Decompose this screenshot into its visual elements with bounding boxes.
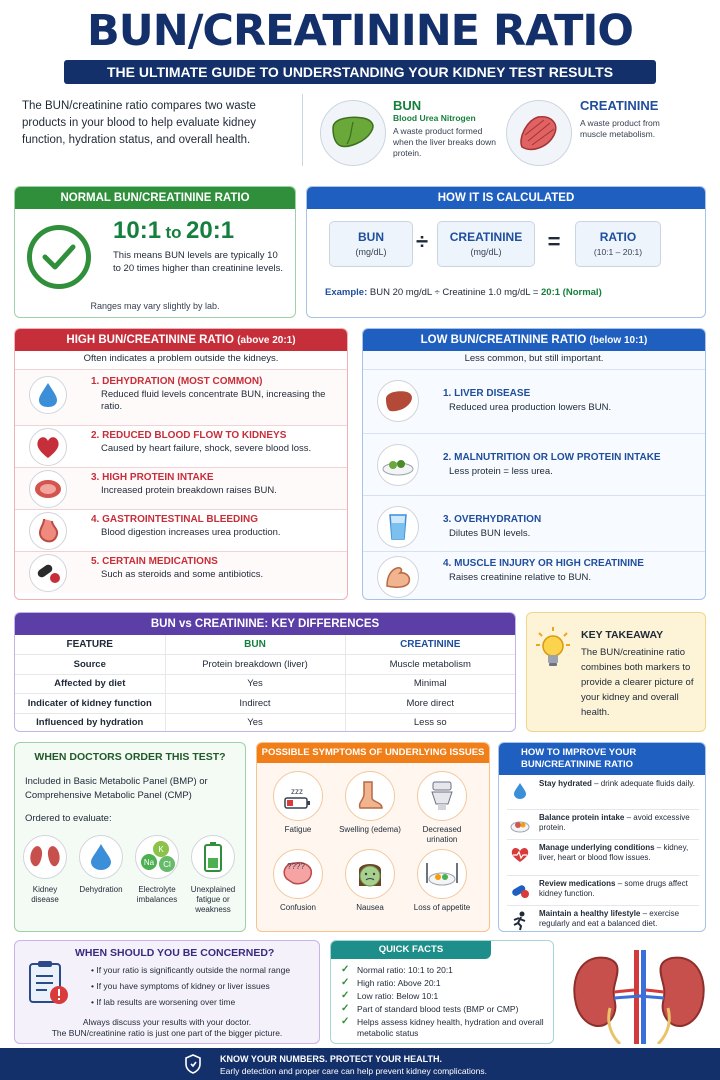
high-ratio-item-desc: Such as steroids and some antibiotics. [101,569,264,580]
muscle-icon [506,100,572,166]
column-feature: FEATURE [15,635,165,655]
improve-item-title: Maintain a healthy lifestyle [539,909,641,918]
high-ratio-item-title: 3. HIGH PROTEIN INTAKE [91,472,214,483]
row-bun: Indirect [165,694,345,714]
normal-range-low: 10:1 [113,217,162,244]
improve-divider [507,839,699,840]
high-ratio-heading-note: (above 20:1) [237,335,296,346]
facts-card [330,940,554,1044]
low-ratio-item-desc: Dilutes BUN levels. [449,528,531,539]
row-creatinine: More direct [345,694,515,714]
water-drop-icon [29,376,67,414]
check-icon: ✓ [341,1003,350,1014]
equals-sign: = [547,229,561,254]
improve-card [498,742,706,932]
ratio-formula-label: RATIO [599,230,637,244]
low-ratio-item-desc: Raises creatinine relative to BUN. [449,572,592,583]
differences-row [15,713,515,732]
kidney-icon [23,835,67,879]
concern-card [14,940,320,1044]
differences-heading: BUN vs CREATININE: KEY DIFFERENCES [15,613,515,635]
low-ratio-card [362,328,706,600]
improve-item-desc: – exercise regularly and eat a balanced diet. [539,909,680,928]
improve-item-title: Review medications [539,879,616,888]
concern-item: • If lab results are worsening over time [91,997,236,1007]
improve-item [539,779,699,789]
electrolyte-k-label: K [158,845,164,854]
low-ratio-item [363,433,705,495]
improve-item-desc: – avoid excessive protein. [539,813,690,832]
doctors-card [14,742,246,932]
battery-icon [191,835,235,879]
plate-meal-icon [417,849,467,899]
normal-range-to: to [165,223,182,242]
water-glass-icon [377,506,419,548]
concern-note-line2: The BUN/creatinine ratio is just one part of the bigger picture. [51,1028,283,1038]
takeaway-text: The BUN/creatinine ratio combines both markers to provide a clearer picture of your kidney and overall health. [581,647,694,718]
doctors-item-label: Electrolyte imbalances [136,885,178,904]
water-drop-icon [79,835,123,879]
row-feature: Influenced by hydration [15,713,165,732]
low-ratio-item [363,369,705,433]
low-ratio-item [363,551,705,600]
doctors-item-label: Dehydration [79,885,123,894]
bun-formula-label: BUN [358,230,384,244]
bun-description: A waste product formed when the liver breaks down protein. [393,126,497,158]
improve-item-desc: – kidney, liver, heart or blood flow issues. [539,843,689,862]
confusion-marks-label: ???? [287,862,305,871]
symptom-label: Loss of appetite [413,903,471,912]
plate-icon [377,444,419,486]
row-creatinine: Less so [345,713,515,732]
row-bun: Yes [165,674,345,694]
creatinine-description: A waste product from muscle metabolism. [580,118,660,139]
concern-heading: WHEN SHOULD YOU BE CONCERNED? [75,947,275,959]
lightbulb-icon [535,625,571,674]
row-creatinine: Minimal [345,674,515,694]
running-person-icon [509,910,531,932]
differences-row [15,674,515,694]
bun-subtitle: Blood Urea Nitrogen [393,113,476,123]
improve-heading: HOW TO IMPROVE YOUR BUN/CREATININE RATIO [499,743,705,775]
improve-divider [507,905,699,906]
brain-icon [273,849,323,899]
example-result: 20:1 (Normal) [541,287,602,298]
column-creatinine: CREATININE [345,635,515,655]
high-ratio-item [15,369,347,425]
creatinine-formula-box [437,221,535,267]
fact-item: Helps assess kidney health, hydration and overall metabolic status [357,1017,544,1038]
bun-definition [393,98,498,159]
fact-item: Normal ratio: 10:1 to 20:1 [357,965,453,975]
high-ratio-item [15,425,347,467]
water-drop-icon [509,780,531,802]
facts-heading: QUICK FACTS [331,941,491,959]
doctors-item-label: Kidney disease [31,885,59,904]
concern-note-line1: Always discuss your results with your doctor. [82,1017,252,1027]
checkmark-icon [27,225,91,289]
improve-item [539,813,699,833]
improve-divider [507,809,699,810]
food-plate-icon [509,814,531,836]
low-ratio-intro: Less common, but still important. [464,353,604,364]
improve-divider [507,875,699,876]
improve-item-desc: – some drugs affect kidney function. [539,879,688,898]
fatigue-zzz-label: zzz [291,787,303,796]
divide-sign: ÷ [415,229,429,254]
creatinine-formula-label: CREATININE [449,230,523,244]
low-ratio-heading-text: LOW BUN/CREATININE RATIO [420,334,587,346]
calculation-heading: HOW IT IS CALCULATED [307,187,705,209]
fact-item: Low ratio: Below 10:1 [357,991,439,1001]
low-ratio-heading [363,329,705,351]
example-text: BUN 20 mg/dL ÷ Creatinine 1.0 mg/dL = [369,287,542,298]
column-bun: BUN [165,635,345,655]
low-ratio-item-title: 2. MALNUTRITION OR LOW PROTEIN INTAKE [443,452,661,463]
normal-ratio-heading: NORMAL BUN/CREATININE RATIO [15,187,295,209]
creatinine-definition [580,98,710,140]
ratio-formula-range: (10:1 – 20:1) [593,247,643,257]
check-icon: ✓ [341,990,350,1001]
differences-card [14,612,516,732]
low-ratio-item-title: 1. LIVER DISEASE [443,388,531,399]
high-ratio-item-desc: Increased protein breakdown raises BUN. [101,485,277,496]
improve-item-title: Manage underlying conditions [539,843,655,852]
improve-item [539,843,699,863]
electrolyte-cl-label: Cl [163,860,171,869]
bun-formula-unit: (mg/dL) [355,247,387,257]
row-feature: Indicater of kidney function [15,694,165,714]
high-ratio-item-desc: Caused by heart failure, shock, severe blood loss. [101,443,312,454]
high-ratio-item-desc: Blood digestion increases urea production. [101,527,281,538]
improve-item [539,879,699,899]
electrolyte-na-label: Na [143,858,155,867]
row-feature: Source [15,655,165,675]
normal-range [113,217,234,245]
liver-icon [320,100,386,166]
symptom-label: Nausea [356,903,384,912]
doctors-ordered: Ordered to evaluate: [25,813,112,824]
nausea-face-icon [345,849,395,899]
high-ratio-card [14,328,348,600]
differences-table [15,635,515,732]
high-ratio-intro: Often indicates a problem outside the kidneys. [83,353,279,364]
stomach-icon [29,512,67,550]
symptom-label: Swelling (edema) [339,825,401,834]
differences-header-row [15,635,515,655]
differences-row [15,694,515,714]
doctors-item-label: Unexplained fatigue or weakness [190,885,236,914]
shield-icon [184,1054,202,1079]
takeaway-heading: KEY TAKEAWAY [581,629,664,641]
symptom-label: Confusion [279,903,317,912]
footer [0,1048,720,1080]
low-ratio-item-desc: Reduced urea production lowers BUN. [449,402,612,413]
creatinine-title: CREATININE [580,98,659,113]
swollen-foot-icon [345,771,395,821]
clipboard-alert-icon [27,959,69,1012]
calculation-card [306,186,706,318]
symptom-label: Decreased urination [422,825,462,844]
footer-line2: Early detection and proper care can help prevent kidney complications. [220,1066,487,1076]
bun-title: BUN [393,98,422,113]
liver-icon [377,380,419,422]
heart-pulse-icon [509,844,531,866]
doctors-panel: Included in Basic Metabolic Panel (BMP) or Comprehensive Metabolic Panel (CMP) [25,776,208,801]
normal-description: This means BUN levels are typically 10 to 20 times higher than creatinine levels. [113,250,284,274]
high-ratio-item-title: 5. CERTAIN MEDICATIONS [91,556,218,567]
intro-text: The BUN/creatinine ratio compares two waste products in your blood to help evaluate kidney function, hydration status, and overall health. [22,100,256,146]
normal-ratio-card [14,186,296,318]
page-title: BUN/CREATININE RATIO [87,6,633,56]
creatinine-formula-unit: (mg/dL) [470,247,502,257]
high-ratio-heading [15,329,347,351]
normal-range-high: 20:1 [186,217,235,244]
kidneys-illustration [566,950,712,1044]
example-label: Example: [325,287,368,298]
pill-icon [29,554,67,592]
high-ratio-item [15,551,347,593]
symptom-label: Fatigue [284,825,312,834]
high-ratio-item-desc: Reduced fluid levels concentrate BUN, increasing the ratio. [101,389,326,412]
symptoms-heading: POSSIBLE SYMPTOMS OF UNDERLYING ISSUES [257,743,489,763]
row-bun: Yes [165,713,345,732]
high-ratio-item-title: 4. GASTROINTESTINAL BLEEDING [91,514,259,525]
check-icon: ✓ [341,1016,350,1027]
takeaway-card [526,612,706,732]
battery-low-icon [273,771,323,821]
toilet-icon [417,771,467,821]
row-creatinine: Muscle metabolism [345,655,515,675]
improve-item [539,909,699,929]
steak-icon [29,470,67,508]
fact-item: Part of standard blood tests (BMP or CMP) [357,1004,519,1014]
heart-icon [29,428,67,466]
low-ratio-item-title: 4. MUSCLE INJURY OR HIGH CREATININE [443,558,644,569]
electrolyte-icon [135,835,179,879]
concern-item: • If your ratio is significantly outside the normal range [91,965,291,975]
pill-capsule-icon [509,880,531,902]
low-ratio-item-desc: Less protein = less urea. [449,466,553,477]
low-ratio-item-title: 3. OVERHYDRATION [443,514,542,525]
check-icon: ✓ [341,964,350,975]
improve-item-title: Stay hydrated [539,779,592,788]
high-ratio-heading-text: HIGH BUN/CREATININE RATIO [66,334,235,346]
concern-item: • If you have symptoms of kidney or liver issues [91,981,270,991]
high-ratio-item [15,467,347,509]
doctors-heading: WHEN DOCTORS ORDER THIS TEST? [34,751,226,763]
concern-note [15,1017,319,1039]
high-ratio-item [15,509,347,551]
muscle-arm-icon [377,556,419,598]
intro-divider [302,94,303,166]
ratio-formula-box [575,221,661,267]
fact-item: High ratio: Above 20:1 [357,978,441,988]
low-ratio-item [363,495,705,551]
normal-note: Ranges may vary slightly by lab. [90,301,220,311]
page-subtitle: THE ULTIMATE GUIDE TO UNDERSTANDING YOUR KIDNEY TEST RESULTS [64,60,656,84]
improve-item-desc: – drink adequate fluids daily. [591,779,695,788]
calculation-example [325,287,695,298]
check-icon: ✓ [341,977,350,988]
row-bun: Protein breakdown (liver) [165,655,345,675]
low-ratio-heading-note: (below 10:1) [589,335,648,346]
high-ratio-item-title: 2. REDUCED BLOOD FLOW TO KIDNEYS [91,430,287,441]
footer-line1: KNOW YOUR NUMBERS. PROTECT YOUR HEALTH. [220,1054,443,1064]
differences-row [15,655,515,675]
symptoms-card [256,742,490,932]
improve-item-title: Balance protein intake [539,813,625,822]
row-feature: Affected by diet [15,674,165,694]
high-ratio-item-title: 1. DEHYDRATION (MOST COMMON) [91,376,263,387]
bun-formula-box [329,221,413,267]
